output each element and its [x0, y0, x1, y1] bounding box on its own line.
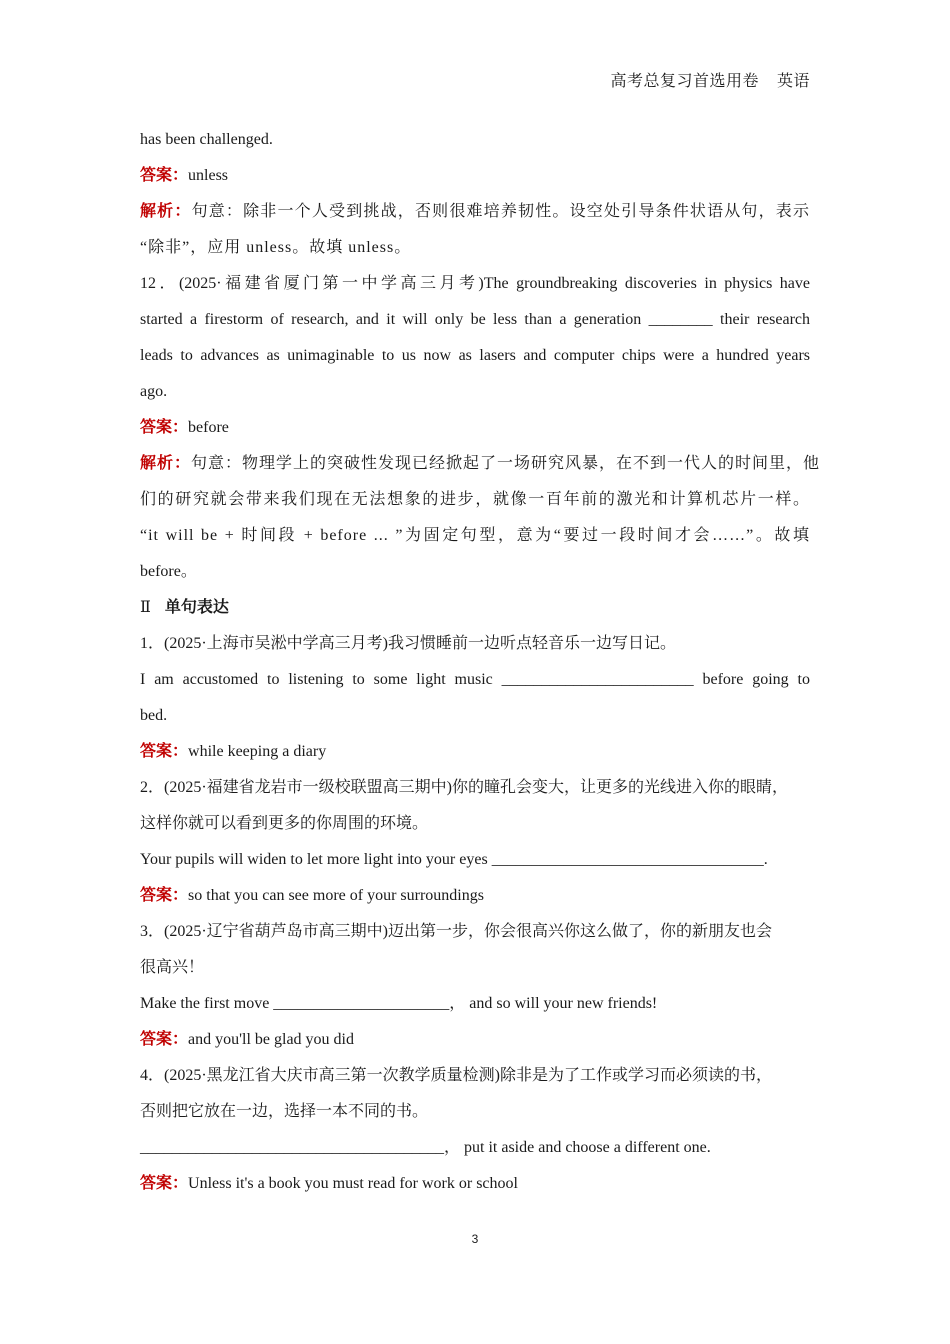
section-title: 单句表达	[164, 599, 229, 616]
question-12-analysis	[140, 446, 821, 482]
exercise-1-prompt: 1．(2025·上海市吴淞中学高三月考)我习惯睡前一边听点轻音乐一边写日记。	[140, 635, 676, 652]
answer-label: 答案：	[140, 1175, 189, 1192]
exercise-2-prompt: 2．(2025·福建省龙岩市一级校联盟高三期中)你的瞳孔会变大，让更多的光线进入你的眼睛，	[140, 779, 788, 796]
book-title: 高考总复习首选用卷	[610, 73, 759, 90]
answer-label: 答案：	[140, 1031, 189, 1048]
analysis-label: 解析：	[140, 203, 192, 220]
exercise-2-answer	[140, 878, 810, 914]
analysis-text: 句意：除非一个人受到挑战，否则很难培养韧性。设空处引导条件状语从句，表示	[191, 203, 810, 220]
exercise-4-prompt: 4．(2025·黑龙江省大庆市高三第一次教学质量检测)除非是为了工作或学习而必须读的书，	[140, 1067, 772, 1084]
exercise-1-sentence-line2: bed.	[140, 707, 168, 724]
subject-label: 英语	[776, 73, 810, 90]
question-11-analysis	[140, 194, 810, 230]
question-12-line3: leads to advances as unimaginable to us now as lasers and computer chips were a hundred years	[140, 347, 810, 364]
answer-text: while keeping a diary	[188, 743, 327, 760]
answer-label: 答案：	[140, 743, 189, 760]
analysis-label: 解析：	[140, 455, 192, 472]
exercise-2-sentence: Your pupils will widen to let more light into your eyes __________________________________.	[140, 851, 768, 868]
exercise-3-answer	[140, 1022, 810, 1058]
answer-label: 答案：	[140, 419, 189, 436]
page-number: 3	[471, 1232, 479, 1246]
answer-text: unless	[188, 167, 229, 184]
question-12-line4: ago.	[140, 383, 168, 400]
question-11-analysis-line2: “除非”，应用 unless。故填 unless。	[140, 239, 412, 256]
answer-text: and you'll be glad you did	[188, 1031, 354, 1048]
question-11-answer	[140, 158, 810, 194]
question-12-analysis-line2: 们的研究就会带来我们现在无法想象的进步，就像一百年前的激光和计算机芯片一样。	[140, 491, 810, 508]
exercise-3-prompt-line2: 很高兴！	[140, 959, 205, 976]
exercise-3-sentence: Make the first move ______________________， and so will your new friends!	[140, 995, 658, 1012]
answer-text: before	[188, 419, 229, 436]
question-12-line1: 12．(2025·福建省厦门第一中学高三月考)The groundbreaking discoveries in physics have	[140, 275, 810, 292]
question-11-continuation: has been challenged.	[140, 131, 273, 148]
answer-text: Unless it's a book you must read for work or school	[188, 1175, 518, 1192]
exercise-1-answer	[140, 734, 810, 770]
answer-text: so that you can see more of your surroundings	[188, 887, 484, 904]
question-12-line2: started a firestorm of research, and it will only be less than a generation ________ their research	[140, 311, 810, 328]
exercise-4-answer	[140, 1166, 810, 1202]
section-heading	[140, 590, 810, 626]
section-numeral: Ⅱ	[140, 599, 151, 616]
page-header	[610, 68, 810, 91]
exercise-4-prompt-line2: 否则把它放在一边，选择一本不同的书。	[140, 1103, 429, 1120]
question-12-analysis-line4: before。	[140, 563, 197, 580]
page-content	[140, 122, 821, 1202]
exercise-3-prompt: 3．(2025·辽宁省葫芦岛市高三期中)迈出第一步，你会很高兴你这么做了，你的新朋友也会	[140, 923, 772, 940]
exercise-2-prompt-line2: 这样你就可以看到更多的你周围的环境。	[140, 815, 429, 832]
analysis-text: 句意：物理学上的突破性发现已经掀起了一场研究风暴，在不到一代人的时间里，他	[191, 455, 821, 472]
answer-label: 答案：	[140, 887, 189, 904]
question-12-analysis-line3: “it will be + 时间段 + before ... ”为固定句型，意为“要过一段时间才会……”。故填	[140, 527, 810, 544]
answer-label: 答案：	[140, 167, 189, 184]
exercise-1-sentence: I am accustomed to listening to some light music ________________________ before going to	[140, 671, 810, 688]
question-12-answer	[140, 410, 810, 446]
exercise-4-sentence: ______________________________________， put it aside and choose a different one.	[140, 1139, 711, 1156]
